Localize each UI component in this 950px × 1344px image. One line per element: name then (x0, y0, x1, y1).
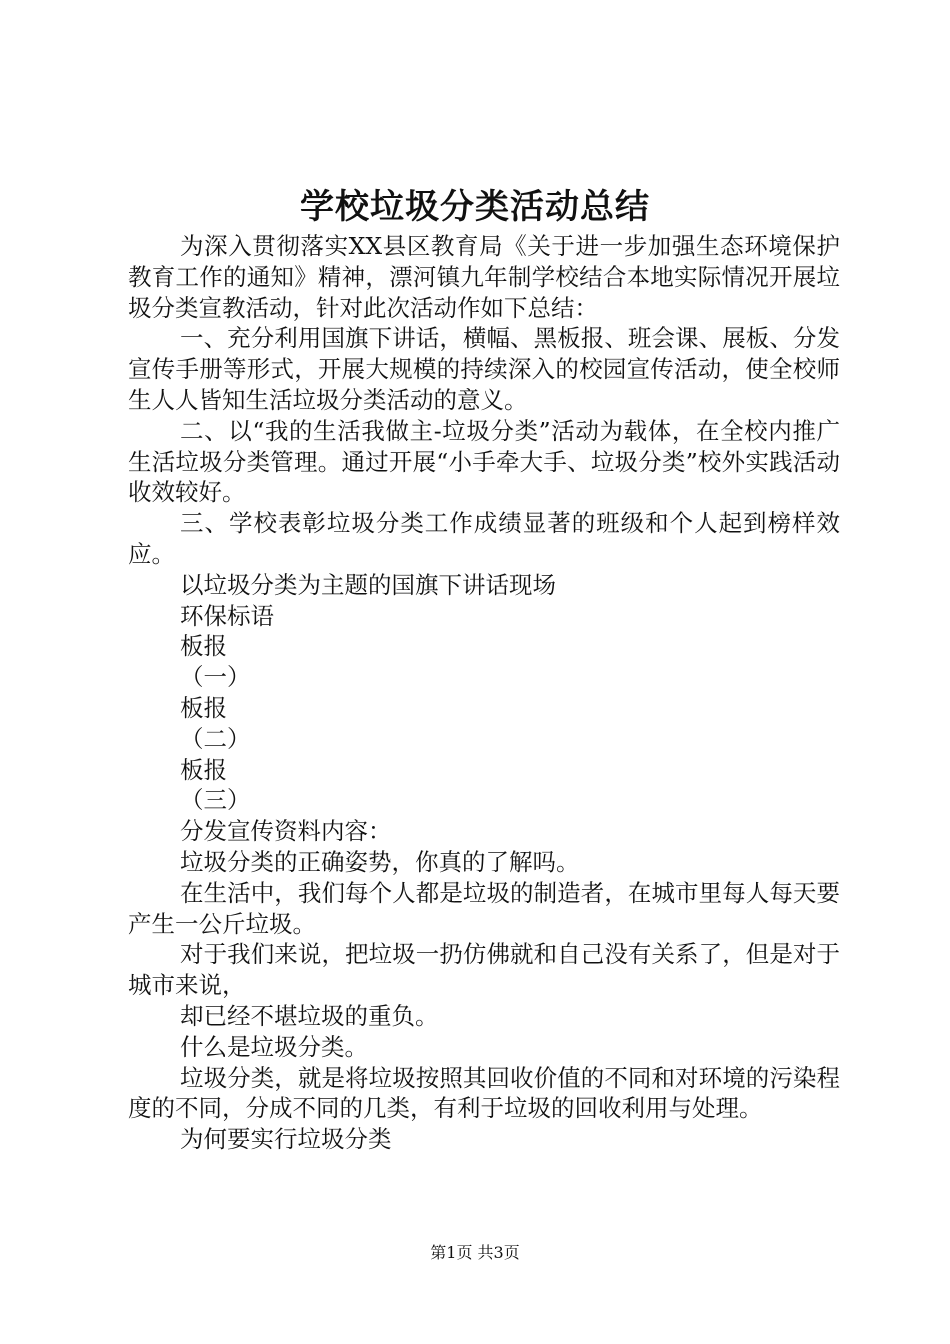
paragraph-point-three: 三、学校表彰垃圾分类工作成绩显著的班级和个人起到榜样效应。 (128, 509, 840, 568)
paragraph-intro: 为深入贯彻落实XX县区教育局《关于进一步加强生态环境保护教育工作的通知》精神，漂河镇九年制学校结合本地实际情况开展垃圾分类宣教活动，针对此次活动作如下总结： (128, 232, 840, 322)
paragraph-definition: 垃圾分类，就是将垃圾按照其回收价值的不同和对环境的污染程度的不同，分成不同的几类，有利于垃圾的回收利用与处理。 (128, 1063, 840, 1123)
caption-board-number: （一） (180, 663, 251, 692)
caption-slogan: 环保标语 (180, 601, 274, 630)
caption-board: 板报 (180, 632, 227, 661)
paragraph-what-is: 什么是垃圾分类。 (180, 1032, 368, 1061)
caption-board-number: （二） (180, 724, 251, 753)
page-title: 学校垃圾分类活动总结 (300, 187, 650, 227)
caption-board-number: （三） (180, 786, 251, 815)
paragraph-burden: 却已经不堪垃圾的重负。 (180, 1001, 439, 1030)
paragraph-why: 为何要实行垃圾分类 (180, 1125, 392, 1154)
paragraph-point-two: 二、以“我的生活我做主-垃圾分类”活动为载体，在全校内推广生活垃圾分类管理。通过开展“小手牵大手、垃圾分类”校外实践活动收效较好。 (128, 416, 840, 507)
paragraph-point-one: 一、充分利用国旗下讲话，横幅、黑板报、班会课、展板、分发宣传手册等形式，开展大规模的持续深入的校园宣传活动，使全校师生人人皆知生活垃圾分类活动的意义。 (128, 324, 840, 414)
caption-board: 板报 (180, 693, 227, 722)
caption-flag-speech: 以垃圾分类为主题的国旗下讲话现场 (180, 570, 556, 599)
paragraph-question: 垃圾分类的正确姿势，你真的了解吗。 (180, 847, 580, 876)
paragraph-city: 对于我们来说，把垃圾一扔仿佛就和自己没有关系了，但是对于城市来说， (128, 940, 840, 1000)
document-body (128, 231, 840, 1155)
paragraph-life: 在生活中，我们每个人都是垃圾的制造者，在城市里每人每天要产生一公斤垃圾。 (128, 878, 840, 938)
caption-board: 板报 (180, 755, 227, 784)
section-heading-materials: 分发宣传资料内容： (180, 817, 392, 846)
page-indicator: 第1页 共3页 (430, 1243, 520, 1262)
